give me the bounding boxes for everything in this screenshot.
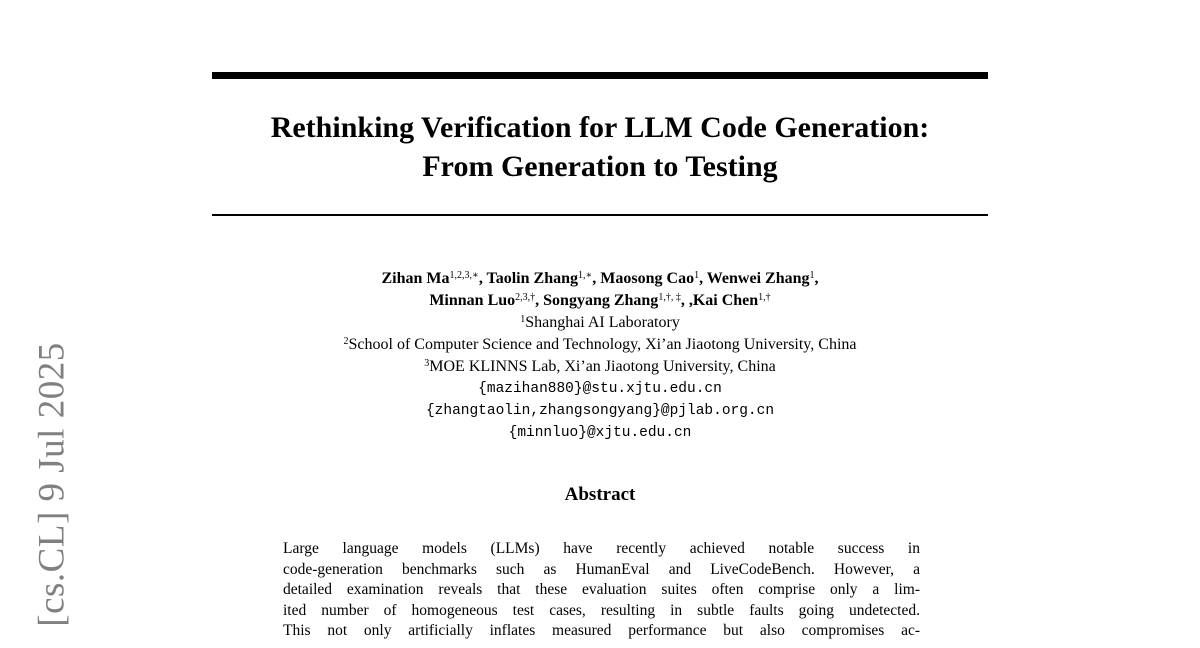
title-line-2: From Generation to Testing [422,150,778,183]
title-rule-top [212,72,988,79]
author-separator: , [592,270,601,287]
arxiv-stamp-text: [cs.CL] 9 Jul 2025 [31,341,73,627]
affiliation-text: MOE KLINNS Lab, Xi’an Jiaotong University, China [429,358,776,375]
email-3: {minnluo}@xjtu.edu.cn [508,425,692,441]
email-1: {mazihan880}@stu.xjtu.edu.cn [478,381,722,397]
author-affiliation-mark: 1,2,3,∗ [449,270,479,281]
affiliation-mark: 3 [424,358,430,369]
affiliation-2 [212,334,988,356]
abstract-line: code-generation benchmarks such as HumanEval and LiveCodeBench. However, a [283,560,920,578]
author-name: Maosong Cao [600,270,695,287]
arxiv-identifier-stamp [28,341,76,627]
author-separator: , , [680,292,693,309]
title-rule-bottom [212,214,988,216]
affiliation-mark: 1 [520,314,526,325]
email-2: {zhangtaolin,zhangsongyang}@pjlab.org.cn [425,403,775,419]
author-name: Minnan Luo [429,292,516,309]
author-affiliation-mark: 1,†, ‡ [658,292,681,303]
author-name: Songyang Zhang [543,292,659,309]
paper-title [212,108,988,186]
affiliation-1 [212,312,988,334]
author-affiliation-mark: 1,† [758,292,771,303]
author-name: Wenwei Zhang [706,270,810,287]
affiliation-mark: 2 [343,336,349,347]
title-line-1: Rethinking Verification for LLM Code Generation: [270,111,930,144]
author-separator: , [535,292,544,309]
author-line-2 [212,290,988,312]
abstract-line: detailed examination reveals that these evaluation suites often comprise only a lim- [283,581,920,598]
author-separator: , [699,270,707,287]
author-line-1 [212,268,988,290]
author-affiliation-mark: 1 [694,270,700,281]
abstract-body [283,539,920,642]
abstract-line: This not only artificially inflates measured performance but also compromises ac- [283,622,920,639]
author-name: Zihan Ma [381,270,450,287]
affiliation-text: Shanghai AI Laboratory [525,314,680,331]
author-name: Kai Chen [692,292,759,309]
author-affiliation-mark: 1 [809,270,815,281]
author-separator: , [814,270,819,287]
author-name: Taolin Zhang [486,270,578,287]
author-block [212,268,988,444]
author-affiliation-mark: 2,3,† [515,292,536,303]
author-separator: , [478,270,487,287]
abstract-heading: Abstract [564,484,636,505]
affiliation-3 [212,356,988,378]
abstract-line: Large language models (LLMs) have recently achieved notable success in [283,540,920,557]
abstract-line: ited number of homogeneous test cases, resulting in subtle faults going undetected. [283,601,920,619]
author-affiliation-mark: 1,∗ [578,270,593,281]
affiliation-text: School of Computer Science and Technology, Xi’an Jiaotong University, China [348,336,857,353]
